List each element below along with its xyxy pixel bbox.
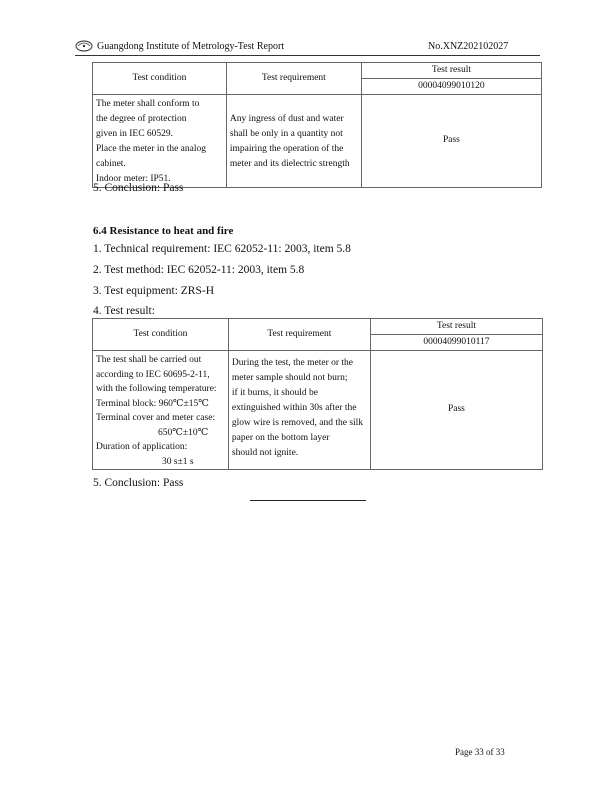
table1-condition-line: the degree of protection [96, 114, 187, 124]
table1-requirement-line: impairing the operation of the [229, 144, 344, 154]
table1-condition-line: Indoor meter: IP51. [96, 174, 171, 184]
table1-condition-line: Place the meter in the analog [96, 144, 206, 154]
section-item-3: 3. Test equipment: ZRS-H [93, 285, 215, 297]
section-item-4: 4. Test result: [93, 305, 155, 317]
table2-condition-line: 30 s±1 s [162, 456, 194, 467]
institute-logo-icon [75, 38, 93, 52]
table2-requirement-line: glow wire is removed, and the silk [231, 418, 364, 428]
table2-condition-line: 650℃±10℃ [158, 427, 209, 438]
table2-requirement-line: meter sample should not burn; [231, 373, 348, 383]
heat-fire-resistance-table [92, 318, 543, 470]
table1-header-requirement: Test requirement [226, 63, 361, 95]
table2-result-cell: Pass [370, 351, 542, 470]
header-report-number: No.XNZ202102027 [428, 41, 509, 52]
conclusion-2: 5. Conclusion: Pass [93, 477, 184, 489]
table1-condition-line: The meter shall conform to [96, 99, 200, 109]
section-title: 6.4 Resistance to heat and fire [93, 225, 234, 237]
table1-requirement-cell [226, 95, 361, 188]
table2-requirement-line: extinguished within 30s after the [231, 403, 357, 413]
conclusion-1: 5. Conclusion: Pass [93, 182, 184, 194]
table1-condition-cell [93, 95, 227, 188]
table1-header-condition: Test condition [93, 63, 227, 95]
page-number: Page 33 of 33 [455, 747, 505, 757]
table1-condition-line: given in IEC 60529. [96, 129, 174, 139]
table2-sample-id: 00004099010117 [370, 335, 542, 351]
table1-result-cell: Pass [361, 95, 541, 188]
table2-condition-line: with the following temperature: [96, 384, 217, 394]
table2-condition-line: according to IEC 60695-2-11, [96, 369, 210, 380]
table2-condition-line: Terminal block: 960℃±15℃ [96, 398, 209, 409]
section-item-1: 1. Technical requirement: IEC 62052-11: 2003, item 5.8 [93, 243, 351, 255]
header-institute: Guangdong Institute of Metrology-Test Report [97, 41, 285, 52]
table1-requirement-line: shall be only in a quantity not [229, 129, 343, 139]
table2-condition-line: Duration of application: [96, 442, 188, 452]
table2-condition-line: The test shall be carried out [96, 355, 202, 365]
table1-requirement-line: meter and its dielectric strength [229, 159, 350, 169]
table1-sample-id: 00004099010120 [361, 79, 541, 95]
table2-requirement-line: if it burns, it should be [231, 388, 318, 398]
end-of-report-rule [250, 500, 366, 501]
table2-header-result: Test result [370, 319, 542, 335]
table2-requirement-line: During the test, the meter or the [231, 358, 354, 368]
table1-header-result: Test result [361, 63, 541, 79]
table2-requirement-cell [228, 351, 370, 470]
header-divider [75, 55, 540, 56]
table1-requirement-line: Any ingress of dust and water [229, 114, 344, 124]
table2-header-condition: Test condition [93, 319, 229, 351]
table2-requirement-line: paper on the bottom layer [231, 433, 330, 443]
table2-condition-line: Terminal cover and meter case: [96, 413, 216, 423]
table1-condition-line: cabinet. [96, 159, 126, 169]
table2-header-requirement: Test requirement [228, 319, 370, 351]
table2-requirement-line: should not ignite. [231, 448, 299, 458]
table2-condition-cell [93, 351, 229, 470]
ingress-protection-table [92, 62, 542, 188]
section-item-2: 2. Test method: IEC 62052-11: 2003, item 5.8 [93, 264, 305, 276]
